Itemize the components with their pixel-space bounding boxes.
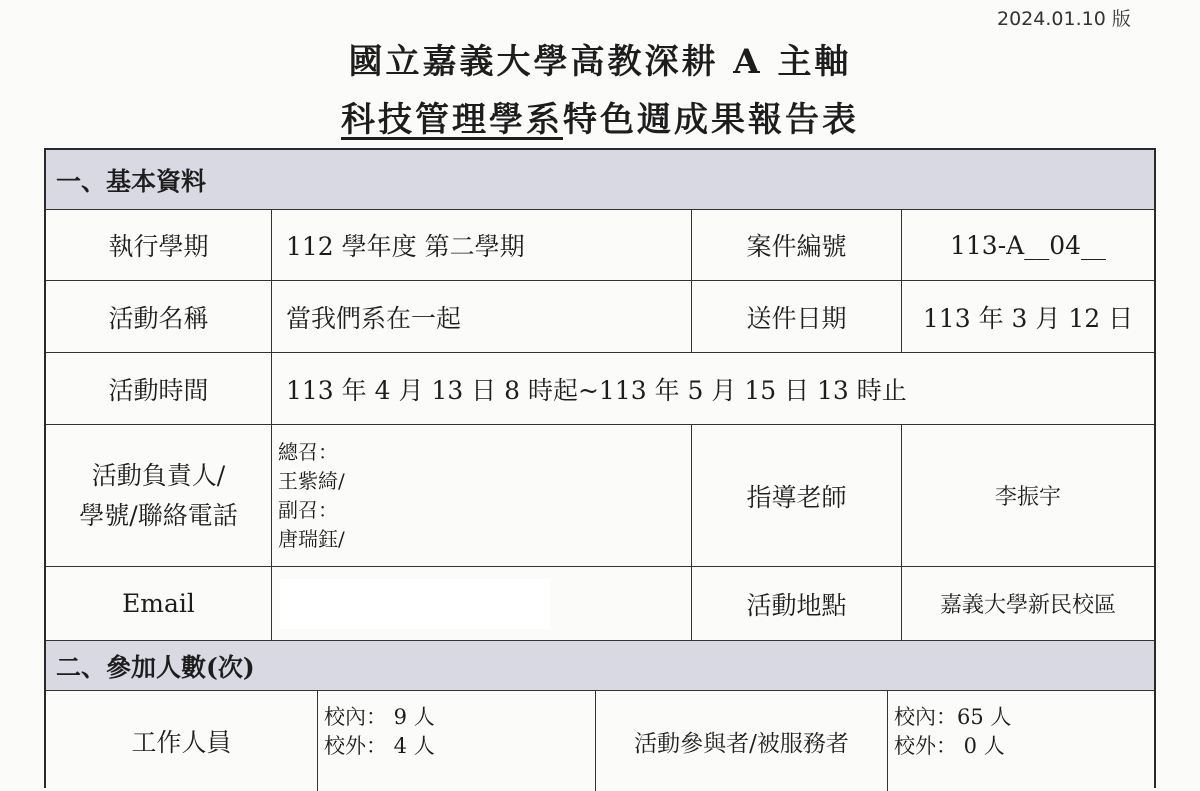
person-line-chief-name: 王紫綺/ — [278, 468, 345, 493]
value-case-number: 113-A__04__ — [902, 210, 1154, 281]
label-email: Email — [46, 567, 272, 641]
value-send-date: 113 年 3 月 12 日 — [902, 281, 1154, 353]
value-email-redacted — [272, 567, 692, 641]
participants-external: 校外： 0 人 — [894, 734, 1005, 758]
value-activity-name: 當我們系在一起 — [272, 281, 692, 353]
value-participant-count — [888, 691, 1154, 791]
department-name: 科技管理學系 — [341, 100, 563, 140]
redaction-mark — [280, 579, 550, 629]
section-participants: 二、參加人數(次) — [46, 641, 1154, 691]
label-person-line1: 活動負責人/ — [91, 460, 226, 490]
form-title-suffix: 特色週成果報告表 — [563, 100, 859, 140]
label-participants: 活動參與者/被服務者 — [596, 691, 888, 791]
report-form — [44, 148, 1156, 788]
label-case-number: 案件編號 — [692, 210, 902, 281]
person-line-deputy-name: 唐瑞鈺/ — [278, 526, 345, 551]
label-semester: 執行學期 — [46, 210, 272, 281]
label-staff: 工作人員 — [46, 691, 318, 791]
value-activity-time: 113 年 4 月 13 日 8 時起~113 年 5 月 15 日 13 時止 — [272, 353, 1154, 425]
version-label: 2024.01.10 版 — [997, 8, 1131, 30]
label-activity-time: 活動時間 — [46, 353, 272, 425]
label-activity-name: 活動名稱 — [46, 281, 272, 353]
staff-external: 校外： 4 人 — [324, 734, 435, 758]
value-advisor: 李振宇 — [902, 425, 1154, 567]
person-line-deputy: 副召： — [278, 497, 338, 522]
form-title-line2 — [0, 92, 1200, 141]
value-semester: 112 學年度 第二學期 — [272, 210, 692, 281]
label-send-date: 送件日期 — [692, 281, 902, 353]
label-person-line2: 學號/聯絡電話 — [79, 500, 238, 530]
value-person-in-charge — [272, 425, 692, 567]
form-title-line1: 國立嘉義大學高教深耕 A 主軸 — [348, 42, 852, 82]
value-location: 嘉義大學新民校區 — [902, 567, 1154, 641]
label-location: 活動地點 — [692, 567, 902, 641]
section-basic-info: 一、基本資料 — [46, 150, 1154, 210]
participants-internal: 校內：65 人 — [894, 705, 1012, 729]
staff-internal: 校內： 9 人 — [324, 705, 435, 729]
label-advisor: 指導老師 — [692, 425, 902, 567]
value-staff-count — [318, 691, 596, 791]
label-person-in-charge — [46, 425, 272, 567]
person-line-chief: 總召： — [278, 439, 338, 464]
